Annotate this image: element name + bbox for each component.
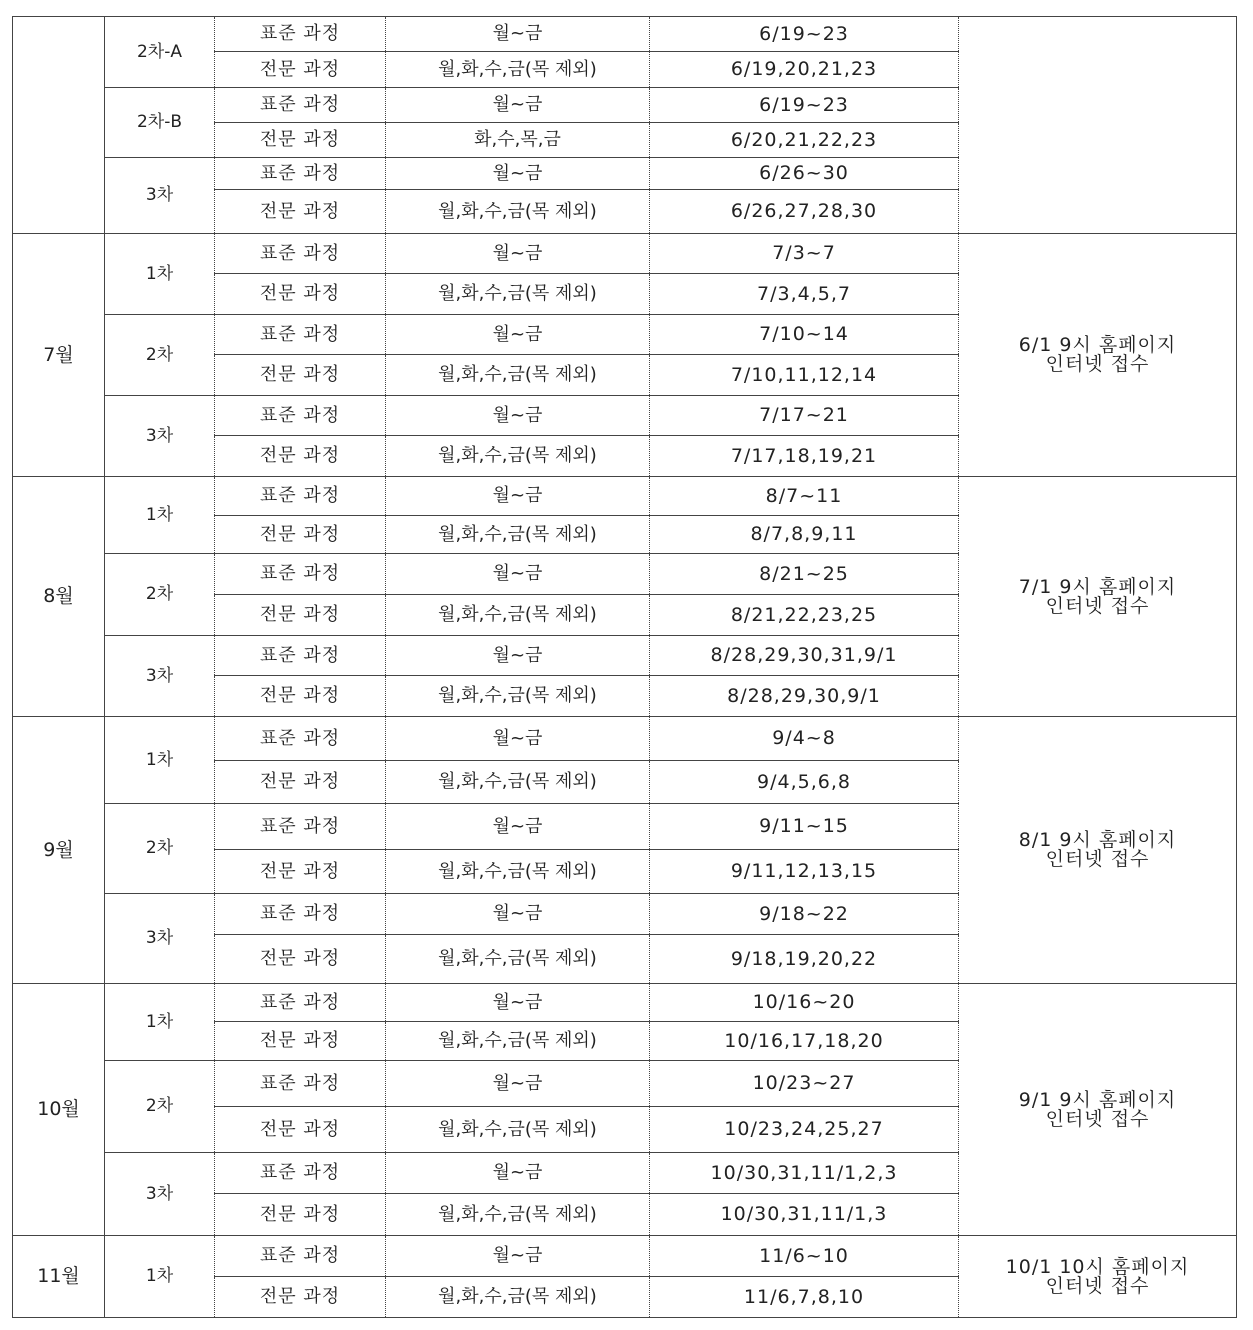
registration-line: 9/1 9시 홈페이지 [1018, 1088, 1177, 1111]
registration-line: 10/1 10시 홈페이지 [1005, 1255, 1190, 1278]
days-cell: 월,화,수,금(목 제외) [386, 355, 650, 396]
course-cell: 전문 과정 [215, 595, 386, 636]
days-cell: 월~금 [386, 804, 650, 850]
course-cell: 표준 과정 [215, 717, 386, 761]
course-cell: 표준 과정 [215, 1153, 386, 1194]
table-row [13, 1236, 1237, 1277]
round-cell: 1차 [105, 984, 215, 1061]
course-cell: 전문 과정 [215, 355, 386, 396]
days-cell: 월,화,수,금(목 제외) [386, 190, 650, 234]
course-cell: 표준 과정 [215, 158, 386, 190]
dates-cell: 6/19~23 [650, 88, 959, 123]
days-cell: 월~금 [386, 717, 650, 761]
registration-line: 7/1 9시 홈페이지 [1018, 575, 1177, 598]
registration-line: 인터넷 접수 [1045, 1274, 1150, 1297]
table-row [13, 17, 1237, 52]
month-cell: 10월 [13, 984, 105, 1236]
days-cell: 월,화,수,금(목 제외) [386, 516, 650, 554]
registration-cell [959, 17, 1237, 234]
dates-cell: 6/19~23 [650, 17, 959, 52]
course-cell: 표준 과정 [215, 894, 386, 935]
days-cell: 월~금 [386, 315, 650, 355]
registration-line: 인터넷 접수 [1045, 594, 1150, 617]
table-row [13, 234, 1237, 274]
course-cell: 전문 과정 [215, 190, 386, 234]
dates-cell: 10/16,17,18,20 [650, 1022, 959, 1061]
days-cell: 월~금 [386, 1153, 650, 1194]
course-cell: 표준 과정 [215, 315, 386, 355]
days-cell: 월,화,수,금(목 제외) [386, 1277, 650, 1318]
registration-cell [959, 477, 1237, 717]
registration-line: 6/1 9시 홈페이지 [1018, 334, 1177, 356]
registration-cell [959, 234, 1237, 477]
course-cell: 표준 과정 [215, 234, 386, 274]
registration-line: 인터넷 접수 [1045, 1107, 1150, 1130]
round-cell: 2차 [105, 315, 215, 396]
dates-cell: 6/19,20,21,23 [650, 52, 959, 88]
dates-cell: 10/30,31,11/1,3 [650, 1194, 959, 1236]
month-cell: 7월 [13, 234, 105, 477]
course-cell: 전문 과정 [215, 935, 386, 984]
month-cell: 8월 [13, 477, 105, 717]
dates-cell: 7/17,18,19,21 [650, 436, 959, 477]
course-cell: 표준 과정 [215, 984, 386, 1022]
dates-cell: 7/17~21 [650, 396, 959, 436]
course-cell: 표준 과정 [215, 1061, 386, 1107]
round-cell: 1차 [105, 1236, 215, 1318]
round-cell: 2차 [105, 804, 215, 894]
days-cell: 월,화,수,금(목 제외) [386, 52, 650, 88]
course-cell: 전문 과정 [215, 274, 386, 315]
dates-cell: 7/10~14 [650, 315, 959, 355]
round-cell: 2차 [105, 554, 215, 636]
dates-cell: 11/6,7,8,10 [650, 1277, 959, 1318]
dates-cell: 6/20,21,22,23 [650, 123, 959, 158]
dates-cell: 7/10,11,12,14 [650, 355, 959, 396]
course-cell: 전문 과정 [215, 676, 386, 717]
course-cell: 전문 과정 [215, 123, 386, 158]
dates-cell: 9/4~8 [650, 717, 959, 761]
round-cell: 2차-A [105, 17, 215, 88]
course-cell: 표준 과정 [215, 804, 386, 850]
days-cell: 월,화,수,금(목 제외) [386, 1022, 650, 1061]
days-cell: 월~금 [386, 1061, 650, 1107]
days-cell: 월~금 [386, 234, 650, 274]
course-cell: 전문 과정 [215, 761, 386, 804]
round-cell: 2차 [105, 1061, 215, 1153]
dates-cell: 9/18~22 [650, 894, 959, 935]
registration-cell [959, 717, 1237, 984]
round-cell: 3차 [105, 894, 215, 984]
days-cell: 월~금 [386, 88, 650, 123]
round-cell: 1차 [105, 717, 215, 804]
dates-cell: 8/28,29,30,31,9/1 [650, 636, 959, 676]
course-cell: 표준 과정 [215, 1236, 386, 1277]
course-cell: 전문 과정 [215, 1107, 386, 1153]
days-cell: 월,화,수,금(목 제외) [386, 595, 650, 636]
days-cell: 화,수,목,금 [386, 123, 650, 158]
registration-line: 인터넷 접수 [1045, 848, 1150, 870]
dates-cell: 6/26,27,28,30 [650, 190, 959, 234]
dates-cell: 10/16~20 [650, 984, 959, 1022]
dates-cell: 8/7,8,9,11 [650, 516, 959, 554]
days-cell: 월,화,수,금(목 제외) [386, 1194, 650, 1236]
course-cell: 전문 과정 [215, 52, 386, 88]
dates-cell: 10/23,24,25,27 [650, 1107, 959, 1153]
course-cell: 전문 과정 [215, 436, 386, 477]
days-cell: 월,화,수,금(목 제외) [386, 1107, 650, 1153]
dates-cell: 9/4,5,6,8 [650, 761, 959, 804]
days-cell: 월~금 [386, 396, 650, 436]
month-cell: 9월 [13, 717, 105, 984]
days-cell: 월,화,수,금(목 제외) [386, 436, 650, 477]
dates-cell: 10/30,31,11/1,2,3 [650, 1153, 959, 1194]
course-cell: 표준 과정 [215, 396, 386, 436]
dates-cell: 8/21,22,23,25 [650, 595, 959, 636]
month-cell [13, 17, 105, 234]
course-cell: 표준 과정 [215, 554, 386, 595]
round-cell: 3차 [105, 636, 215, 717]
days-cell: 월,화,수,금(목 제외) [386, 850, 650, 894]
days-cell: 월,화,수,금(목 제외) [386, 761, 650, 804]
table-row [13, 717, 1237, 761]
registration-cell [959, 1236, 1237, 1318]
dates-cell: 8/21~25 [650, 554, 959, 595]
days-cell: 월~금 [386, 636, 650, 676]
month-cell: 11월 [13, 1236, 105, 1318]
days-cell: 월~금 [386, 894, 650, 935]
days-cell: 월,화,수,금(목 제외) [386, 935, 650, 984]
registration-line: 인터넷 접수 [1045, 353, 1150, 375]
course-cell: 표준 과정 [215, 88, 386, 123]
dates-cell: 8/28,29,30,9/1 [650, 676, 959, 717]
days-cell: 월~금 [386, 554, 650, 595]
round-cell: 3차 [105, 1153, 215, 1236]
days-cell: 월~금 [386, 1236, 650, 1277]
course-cell: 전문 과정 [215, 1277, 386, 1318]
round-cell: 1차 [105, 477, 215, 554]
days-cell: 월,화,수,금(목 제외) [386, 676, 650, 717]
days-cell: 월~금 [386, 17, 650, 52]
course-cell: 표준 과정 [215, 636, 386, 676]
registration-line: 8/1 9시 홈페이지 [1018, 829, 1177, 851]
dates-cell: 6/26~30 [650, 158, 959, 190]
days-cell: 월~금 [386, 158, 650, 190]
dates-cell: 7/3,4,5,7 [650, 274, 959, 315]
dates-cell: 9/11,12,13,15 [650, 850, 959, 894]
days-cell: 월,화,수,금(목 제외) [386, 274, 650, 315]
dates-cell: 9/11~15 [650, 804, 959, 850]
dates-cell: 9/18,19,20,22 [650, 935, 959, 984]
days-cell: 월~금 [386, 477, 650, 516]
round-cell: 3차 [105, 396, 215, 477]
round-cell: 3차 [105, 158, 215, 234]
schedule-table [12, 16, 1237, 1318]
course-cell: 표준 과정 [215, 17, 386, 52]
round-cell: 1차 [105, 234, 215, 315]
round-cell: 2차-B [105, 88, 215, 158]
registration-cell [959, 984, 1237, 1236]
course-cell: 전문 과정 [215, 1194, 386, 1236]
course-cell: 전문 과정 [215, 516, 386, 554]
dates-cell: 10/23~27 [650, 1061, 959, 1107]
table-row [13, 984, 1237, 1022]
course-cell: 전문 과정 [215, 850, 386, 894]
dates-cell: 7/3~7 [650, 234, 959, 274]
course-cell: 표준 과정 [215, 477, 386, 516]
table-row [13, 477, 1237, 516]
dates-cell: 8/7~11 [650, 477, 959, 516]
course-cell: 전문 과정 [215, 1022, 386, 1061]
dates-cell: 11/6~10 [650, 1236, 959, 1277]
days-cell: 월~금 [386, 984, 650, 1022]
